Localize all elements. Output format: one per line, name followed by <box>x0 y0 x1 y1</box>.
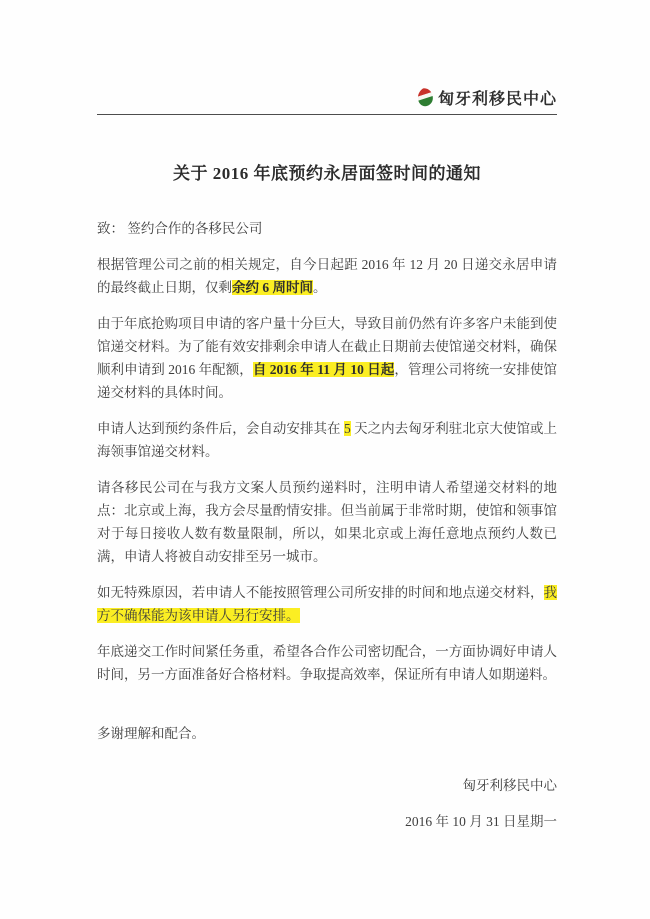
paragraph-text: 申请人达到预约条件后，会自动安排其在 <box>97 421 344 436</box>
paragraph-text: 请各移民公司在与我方文案人员预约递料时，注明申请人希望递交材料的地点：北京或上海，我方会尽量酌情安排。但当前属于非常时期，使馆和领事馆对于每日接收人数有数量限制，所以，如果北京或上海任意地点预约人数已满，申请人将被自动安排至另一城市。 <box>97 480 557 564</box>
date-line: 2016 年 10 月 31 日星期一 <box>405 814 557 829</box>
paragraph-text: 根据管理公司之前的相关规定，自今日起距 2016 年 12 月 20 日递交永居申请的最终截止日期，仅剩 <box>97 257 557 295</box>
signature-block <box>97 774 557 833</box>
paragraph-text: 由于年底抢购项目申请的客户量十分巨大，导致目前仍然有许多客户未能到使馆递交材料。为了能有效安排剩余申请人在截止日期前去使馆递交材料，确保顺利申请到 2016 年配额， <box>97 316 557 377</box>
paragraph-text: 年底递交工作时间紧任务重，希望各合作公司密切配合，一方面协调好申请人时间，另一方面准备好合格材料。争取提高效率，保证所有申请人如期递料。 <box>97 644 557 682</box>
highlighted-text: 自 2016 年 11 月 10 日起 <box>252 362 395 377</box>
paragraph <box>97 640 557 686</box>
paragraph-text: 。 <box>313 280 327 295</box>
paragraph <box>97 253 557 299</box>
salutation-line: 致： 签约合作的各移民公司 <box>97 221 263 236</box>
brand <box>416 86 557 109</box>
paragraph-text: ，管理公司将统一安排使馆递交材料的具体时间。 <box>97 362 557 400</box>
paragraph <box>97 476 557 568</box>
letterhead <box>97 86 557 115</box>
highlighted-text: 5 <box>343 421 351 436</box>
leaf-flag-icon <box>416 87 435 108</box>
paragraph <box>97 417 557 463</box>
highlighted-text: 余约 6 周时间 <box>232 280 313 295</box>
signature-line: 匈牙利移民中心 <box>462 778 557 793</box>
notice-title: 关于 2016 年底预约永居面签时间的通知 <box>173 164 481 183</box>
brand-name: 匈牙利移民中心 <box>437 91 557 108</box>
paragraph-text: 如无特殊原因，若申请人不能按照管理公司所安排的时间和地点递交材料， <box>97 585 544 600</box>
paragraph-text: 天之内去匈牙利驻北京大使馆或上海领事馆递交材料。 <box>97 421 558 459</box>
paragraph <box>97 581 557 627</box>
paragraph <box>97 312 557 404</box>
highlighted-text: 我方不确保能为该申请人另行安排。 <box>97 585 557 623</box>
closing-line: 多谢理解和配合。 <box>97 726 205 741</box>
body-paragraphs <box>97 253 557 686</box>
